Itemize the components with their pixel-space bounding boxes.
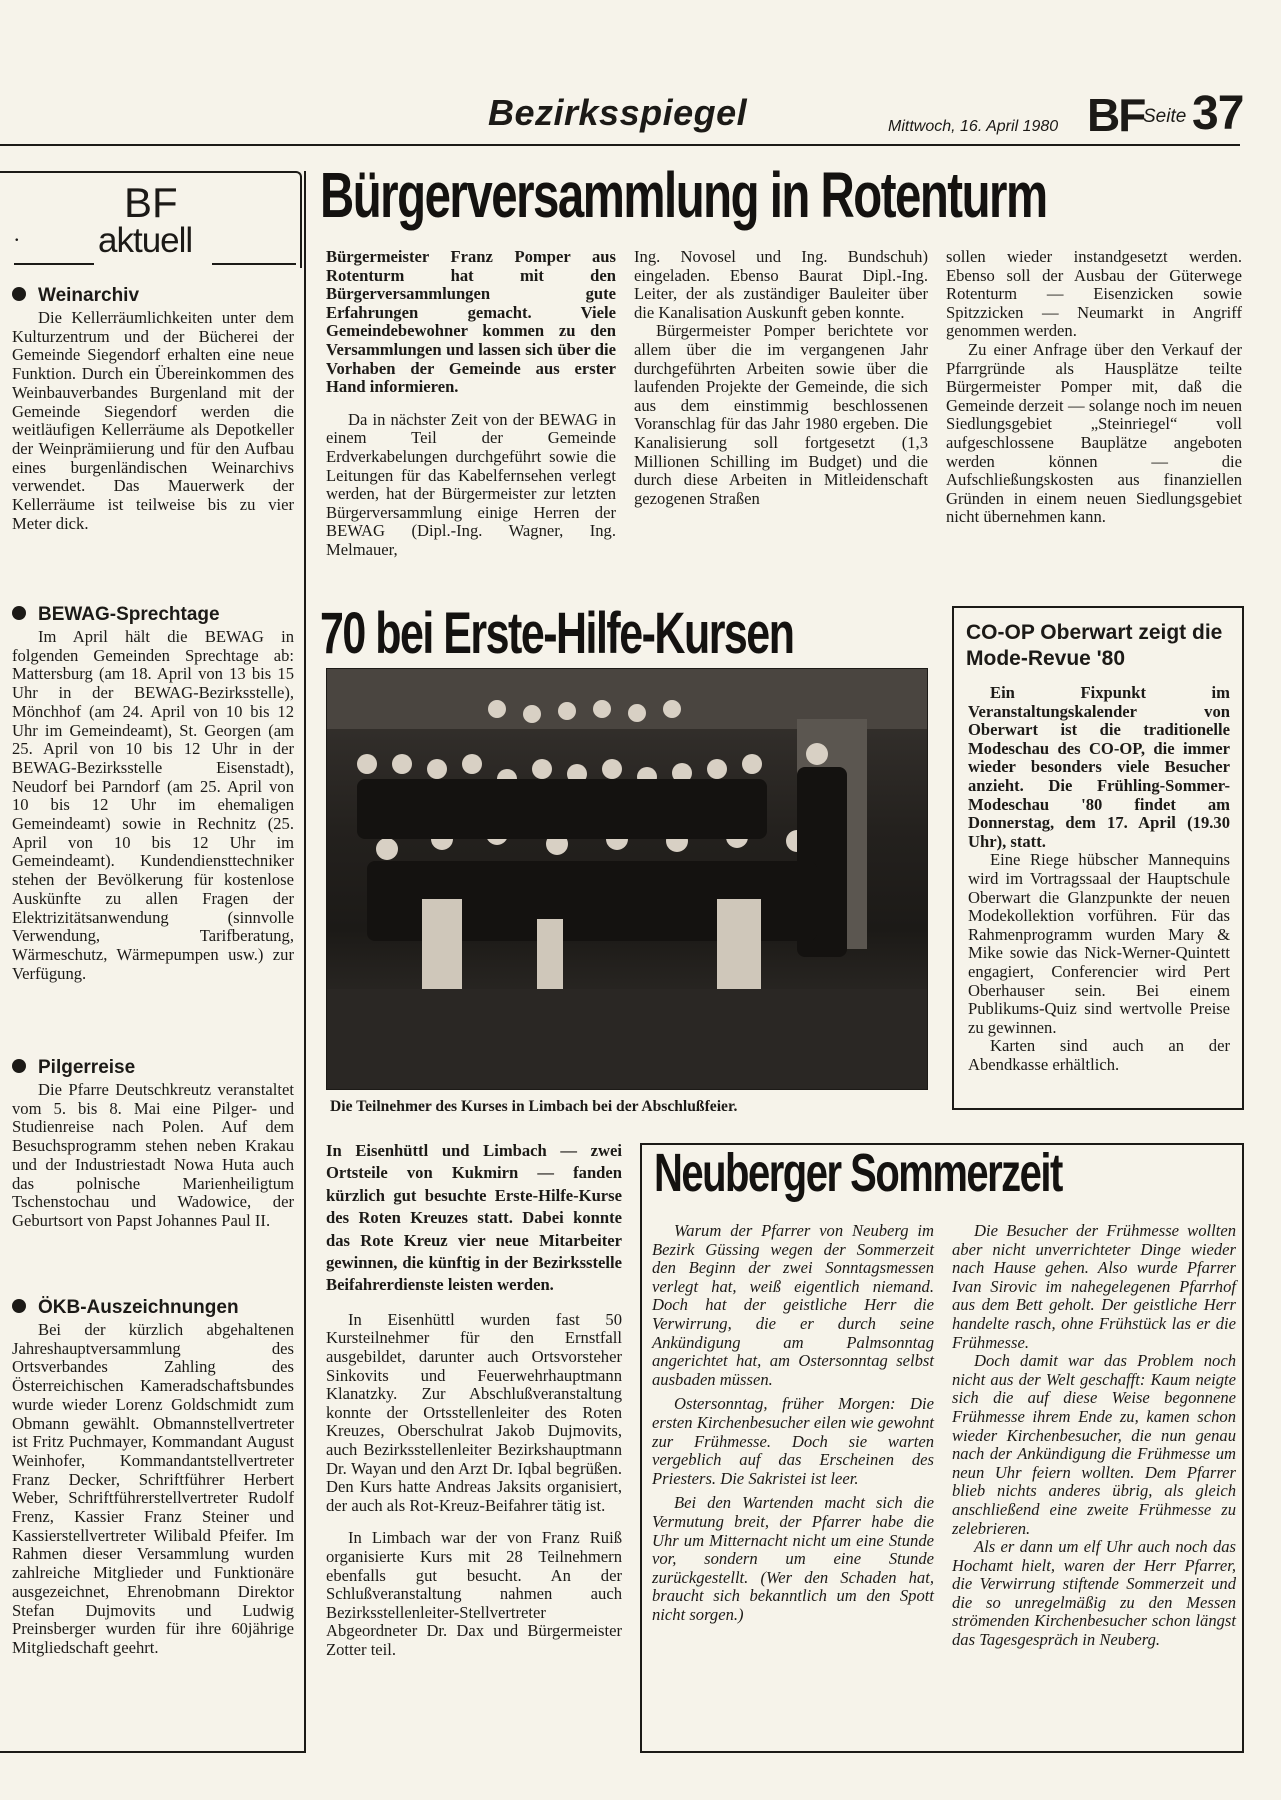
section-title: Bezirksspiegel (488, 92, 748, 133)
article1-p3: Bürgermeister Pomper berichtete vor allem über die im vergangenen Jahr durchgeführten Arbeiten sowie über die laufenden Projekte der Gemeinde, die sich aus dem einstimmig beschlossenen Voranschlag für das Jahr 1980 ergeben. Die Kanalisierung soll fortgesetzt (1,3 Millionen Schilling im Budget) und die durch diese Arbeiten in Mitleidenschaft gezogenen Straßen (634, 321, 928, 508)
page-label: Seite (1143, 106, 1187, 127)
masthead-aktuell: aktuell (98, 221, 193, 260)
brief-text: Bei der kürzlich abgehaltenen Jahreshauptversammlung des Ortsverbandes Zahling des Österreichischen Kameradschaftsbundes wurde wieder Lorenz Goldschmidt zum Obmann gewählt. Obmannstellvertreter ist Fritz Puchmayer, Kommandant August Weinhofer, Kommandantstellvertreter Franz Decker, Schriftführer Herbert Weber, Schriftführerstellvertreter Rudolf Frenz, Kassier Franz Steiner und Kassierstellvertreter Wilibald Pfeifer. Im Rahmen dieser Versammlung wurden zahlreiche Mitglieder und Funktionäre ausgezeichnet, Ehrenobmann Direktor Stefan Dujmovits und Ludwig Preinsberger wurden für ihre 60jährige Mitgliedschaft geehrt. (12, 1320, 294, 1657)
coop-headline: CO-OP Oberwart zeigt die Mode-Revue '80 (966, 621, 1223, 670)
article1-col2 (634, 248, 928, 522)
article3-col2 (952, 1222, 1236, 1650)
article3-p6: Als er dann um elf Uhr auch noch das Hochamt hielt, waren der Herr Pfarrer, die Verwirrung stiftende Sommerzeit und die so unregelmäßig zu den Messen strömenden Kirchenbesucher schon längst das Tagesgespräch in Neuberg. (952, 1537, 1236, 1650)
bf-aktuell-column (0, 171, 306, 1753)
brief-text: Im April hält die BEWAG in folgenden Gemeinden Sprechtage ab: Mattersburg (am 18. April von 13 bis 15 Uhr in der BEWAG-Bezirksstelle), Mönchhof (am 24. April von 10 bis 12 Uhr im Gemeindeamt), St. Georgen (am 25. April von 10 bis 12 Uhr in der BEWAG-Bezirksstelle Eisenstadt), Neudorf bei Parndorf (am 25. April von 10 bis 12 Uhr im ehemaligen Gemeindeamt) sowie in Rechnitz (25. April von 10 bis 12 Uhr im Gemeindeamt). Kundendiensttechniker stehen der Bevölkerung für kostenlose Auskünfte zu allen Fragen der Elektrizitätsanwendung (sinnvolle Verwendung, Tarifberatung, Wärmeschutz, Wärmepumpen usw.) zur Verfügung. (12, 627, 294, 983)
brief-title: BEWAG-Sprechtage (38, 604, 220, 625)
coop-text (968, 684, 1230, 1074)
article3-p5: Doch damit war das Problem noch nicht aus der Welt geschafft: Kaum neigte sich die auf diese Weise begonnene Frühmesse ihrem Ende zu, kamen schon wieder Kirchenbesucher, die nun genau nach der Ankündigung die Frühmesse um neun Uhr feiern wollten. Dem Pfarrer blieb nichts anderes übrig, als gleich anschließend eine zweite Frühmesse zu zelebrieren. (952, 1351, 1236, 1538)
article1-p2: Ing. Novosel und Ing. Bundschuh) eingeladen. Ebenso Baurat Dipl.-Ing. Leiter, der als zuständiger Bauleiter über die Kanalisation Auskunft geben konnte. (634, 247, 928, 322)
coop-p2: Karten sind auch an der Abendkasse erhältlich. (968, 1036, 1230, 1074)
brief-text: Die Kellerräumlichkeiten unter dem Kulturzentrum und der Bücherei der Gemeinde Siegendorf erhalten eine neue Funktion. Durch ein Übereinkommen des Weinbauverbandes Burgenland mit der Gemeinde Siegendorf werden die weitläufigen Kellerräume als Depotkeller der Weinprämiierung und für den Aufbau eines burgenländischen Weinarchivs verwendet. Das Mauerwerk der Kellerräume ist teilweise bis zu vier Meter dick. (12, 308, 294, 533)
article1-p1: Da in nächster Zeit von der BEWAG in einem Teil der Gemeinde Erdverkabelungen durchgeführt sowie die Leitungen für das Kabelfernsehen verlegt werden, hat der Bürgermeister zur letzten Bürgerversammlung einige Herren der BEWAG (Dipl.-Ing. Wagner, Ing. Melmauer, (326, 409, 616, 559)
group-photo-image (327, 669, 927, 1089)
news-brief-bewag (12, 604, 294, 983)
article2-p1: In Eisenhüttl wurden fast 50 Kursteilnehmer für den Ernstfall ausgebildet, darunter auch Ortsvorsteher Sinkovits und Feuerwehrhauptmann Klanatzky. Zur Abschlußveranstaltung konnte der Ortsstellenleiter des Roten Kreuzes, Oberschulrat Jakob Dujmovits, auch Bezirksstellenleiter Bezirkshauptmann Dr. Wayan und den Arzt Dr. Iqbal begrüßen. Den Kurs hatte Andreas Jaksits organisiert, der auch als Rot-Kreuz-Beifahrer tätig ist. (326, 1309, 622, 1515)
article1-p5: Zu einer Anfrage über den Verkauf der Pfarrgründe als Hausplätze teilte Bürgermeister Pomper mit, daß die Gemeinde derzeit — solange noch im neuen Siedlungsgebiet „Steinriegel“ voll aufgeschlossene Bauplätze angeboten werden können — die Aufschließungskosten aus finanziellen Gründen in einem neuen Siedlungsgebiet nicht übernehmen kann. (946, 339, 1242, 527)
article1-lead: Bürgermeister Franz Pomper aus Rotenturm hat mit den Bürgerversammlungen gute Erfahrungen gemacht. Viele Gemeindebewohner kommen zu den Versammlungen und lassen sich über die Vorhaben der Gemeinde aus erster Hand informieren. (326, 247, 616, 397)
brief-text: Die Pfarre Deutschkreutz veranstaltet vom 5. bis 8. Mai eine Pilger- und Studienreise nach Polen. Auf dem Besuchsprogramm stehen neben Krakau und der Industriestadt Nowa Huta auch das polnische Marienheiligtum Tschenstochau und Wadowice, der Geburtsort von Papst Johannes Paul II. (12, 1080, 294, 1230)
brief-title: Weinarchiv (38, 285, 140, 306)
article3-p3: Bei den Wartenden macht sich die Vermutung breit, der Pfarrer habe die Uhr um Mitternacht nicht um eine Stunde vor, sondern um eine Stunde zurückgestellt. (Wer den Schaden hat, braucht sich bekanntlich um den Spott nicht sorgen.) (652, 1493, 934, 1624)
brief-title: ÖKB-Auszeichnungen (38, 1297, 239, 1318)
news-brief-oekb (12, 1297, 294, 1658)
masthead-rule-right (212, 263, 296, 265)
article2-col (326, 1140, 622, 1674)
bullet-icon (12, 287, 26, 301)
issue-date: Mittwoch, 16. April 1980 (888, 118, 1059, 135)
headline-erste-hilfe: 70 bei Erste-Hilfe-Kursen (320, 601, 794, 666)
article3-p1: Warum der Pfarrer von Neuberg im Bezirk Güssing wegen der Sommerzeit den Beginn der zwei Sonntagsmessen verlegt hat, weiß eigentlich niemand. Doch hat der geistliche Herr die Verwirrung, die er durch seine Ankündigung am Palmsonntag angerichtet hat, am Ostersonntag selbst ausbaden müssen. (652, 1221, 934, 1389)
news-brief-weinarchiv (12, 285, 294, 533)
headline-neuberg: Neuberger Sommerzeit (654, 1143, 1062, 1203)
article3-p4: Die Besucher der Frühmesse wollten aber nicht unverrichteter Dinge wieder nach Hause gehen. Also wurde Pfarrer Ivan Sirovic im nahegelegenen Pfarrhof aus dem Bett geholt. Der geistliche Herr handelte rasch, ohne Frühstück las er die Frühmesse. (952, 1221, 1236, 1352)
article1-p4: sollen wieder instandgesetzt werden. Ebenso soll der Ausbau der Güterwege Rotenturm — Eisenzicken sowie Spitzzicken — Neumarkt in Angriff genommen werden. (946, 247, 1242, 341)
brief-title: Pilgerreise (38, 1057, 136, 1078)
coop-box (952, 606, 1244, 1110)
article2-lead: In Eisenhüttl und Limbach — zwei Ortsteile von Kukmirn — fanden kürzlich gut besuchte Erste-Hilfe-Kurse des Roten Kreuzes statt. Dabei konnte das Rote Kreuz vier neue Mitarbeiter gewinnen, die künftig in der Bezirksstelle Beifahrerdienste leisten werden. (326, 1141, 622, 1295)
coop-p1: Eine Riege hübscher Mannequins wird im Vortragssaal der Hauptschule Oberwart die Glanzpunkte der neuen Modekollektion vorführen. Für das Rahmenprogramm wurden Mary & Mike sowie das Nick-Werner-Quintett engagiert, Conferencier wird Pert Oberhauser sein. Bei einem Publikums-Quiz sind wertvolle Preise zu gewinnen. (968, 850, 1230, 1037)
article3-p2: Ostersonntag, früher Morgen: Die ersten Kirchenbesucher eilen wie gewohnt zur Frühmesse. Doch sie warten vergeblich auf das Erscheinen des Priesters. Die Sakristei ist leer. (652, 1394, 934, 1488)
article1-col3 (946, 248, 1242, 541)
article3-col1 (652, 1222, 934, 1630)
masthead-dot-icon: . (14, 221, 20, 246)
masthead-bf: BF (124, 179, 178, 226)
bullet-icon (12, 606, 26, 620)
group-photo (326, 668, 928, 1090)
news-brief-pilgerreise (12, 1057, 294, 1231)
masthead-rule-left (14, 263, 94, 265)
bullet-icon (12, 1299, 26, 1313)
page-number: 37 (1192, 87, 1244, 140)
header-rule (0, 144, 1240, 146)
photo-caption: Die Teilnehmer des Kurses in Limbach bei der Abschlußfeier. (330, 1098, 738, 1115)
bullet-icon (12, 1059, 26, 1073)
headline-rotenturm: Bürgerversammlung in Rotenturm (320, 159, 1047, 231)
article2-p2: In Limbach war der von Franz Ruiß organisierte Kurs mit 28 Teilnehmern ebenfalls gut besucht. An der Schlußveranstaltung nahmen auch Bezirksstellenleiter-Stellvertreter Abgeordneter Dr. Dax und Bürgermeister Zotter teil. (326, 1528, 622, 1659)
article1-col1 (326, 248, 616, 574)
newspaper-logo: BF (1087, 89, 1145, 141)
coop-lead: Ein Fixpunkt im Veranstaltungskalender von Oberwart ist die traditionelle Modeschau des CO-OP, die immer wieder besonders viele Besucher anzieht. Die Frühling-Sommer-Modeschau '80 findet am Donnerstag, dem 17. April (19.30 Uhr), statt. (968, 683, 1230, 851)
